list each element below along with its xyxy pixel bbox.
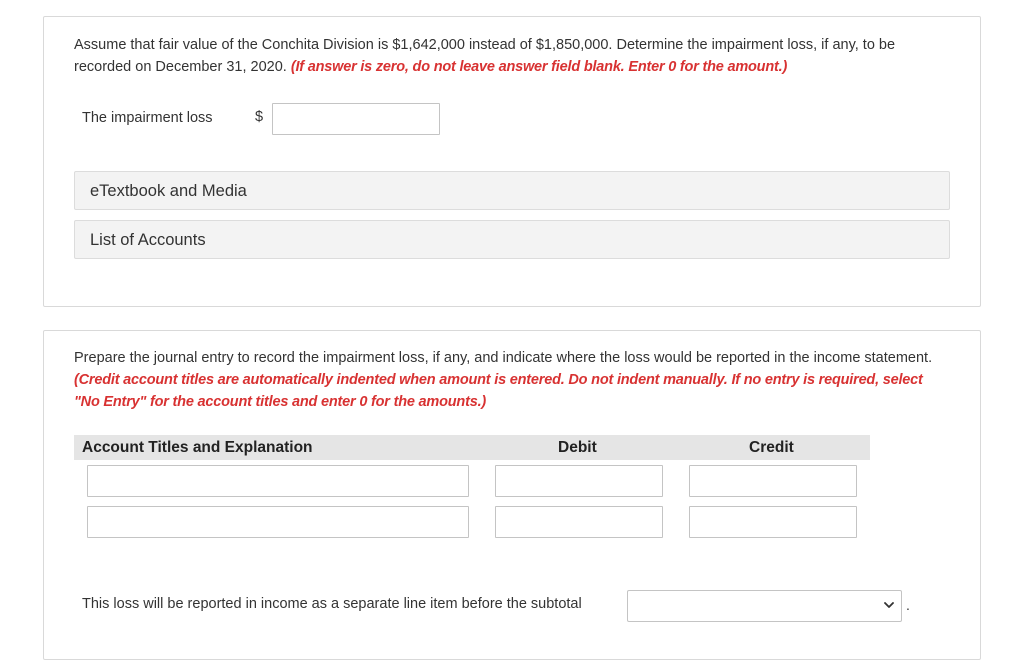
question-1-instruction: (If answer is zero, do not leave answer field blank. Enter 0 for the amount.) [290, 59, 788, 75]
credit-input-row-2[interactable] [689, 506, 857, 538]
etextbook-media-label: eTextbook and Media [90, 182, 247, 200]
debit-input-row-2[interactable] [495, 506, 663, 538]
debit-input-row-1[interactable] [495, 465, 663, 497]
impairment-loss-input[interactable] [272, 103, 440, 135]
list-of-accounts-label: List of Accounts [90, 231, 206, 249]
report-location-label: This loss will be reported in income as a separate line item before the subtotal [82, 596, 582, 612]
sentence-period: . [906, 597, 910, 613]
account-title-input-row-1[interactable] [87, 465, 469, 497]
report-location-select[interactable] [627, 590, 902, 622]
question-2-instruction: (Credit account titles are automatically indented when amount is entered. Do not indent manually. If no entry is required, select "No Entry" for the account titles and enter 0 for the amounts.) [74, 372, 923, 410]
list-of-accounts-toggle[interactable] [74, 220, 950, 259]
currency-symbol: $ [255, 109, 264, 125]
impairment-loss-label: The impairment loss [82, 110, 213, 126]
question-1-text [74, 34, 952, 78]
credit-input-row-1[interactable] [689, 465, 857, 497]
chevron-down-icon [883, 599, 895, 611]
question-1-prompt: Assume that fair value of the Conchita Division is $1,642,000 instead of $1,850,000. Determine the impairment loss, if any, to be recorded on December 31, 2020. [74, 37, 896, 75]
etextbook-media-toggle[interactable] [74, 171, 950, 210]
account-title-input-row-2[interactable] [87, 506, 469, 538]
header-account-titles: Account Titles and Explanation [82, 439, 313, 456]
question-part-1-card [43, 16, 981, 307]
question-2-prompt: Prepare the journal entry to record the impairment loss, if any, and indicate where the loss would be reported in the income statement. [74, 350, 933, 366]
question-part-2-card [43, 330, 981, 660]
header-debit: Debit [558, 439, 597, 456]
journal-table-header [74, 435, 870, 460]
header-credit: Credit [749, 439, 794, 456]
question-2-text [74, 347, 952, 413]
